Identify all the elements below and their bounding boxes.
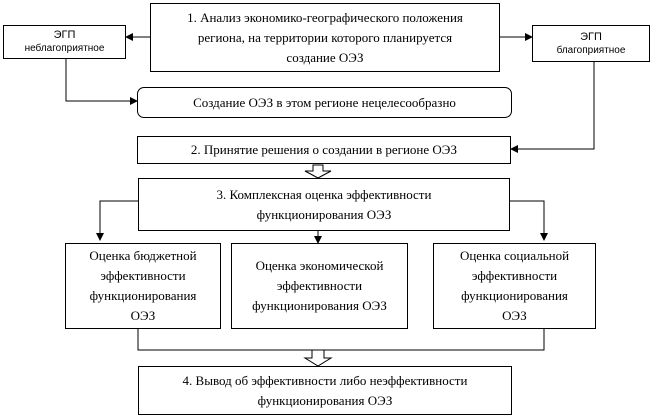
- block-arrow-step2-to-step3: [305, 165, 331, 178]
- egp-favorable-value: благоприятное: [556, 44, 626, 56]
- budget-efficiency-text: Оценка бюджетной эффективности функционирования ОЭЗ: [89, 248, 197, 323]
- step4-conclusion-box: [138, 366, 512, 415]
- egp-unfavorable-value: неблагоприятное: [24, 43, 105, 54]
- egp-favorable-box: [532, 25, 650, 62]
- inexpedient-box: [137, 87, 512, 118]
- arrow-to-social: [510, 201, 544, 240]
- step3-text: 3. Комплексная оценка эффективности функционирования ОЭЗ: [216, 186, 432, 222]
- step2-text: 2. Принятие решения о создании в регионе ОЭЗ: [190, 142, 458, 157]
- step2-decision-box: [137, 136, 511, 164]
- step1-analysis-box: [150, 3, 500, 72]
- egp-unfavorable-box: [3, 25, 126, 59]
- social-efficiency-text: Оценка социальной эффективности функционирования ОЭЗ: [459, 248, 570, 323]
- inexpedient-text: Создание ОЭЗ в этом регионе нецелесообразно: [193, 94, 456, 110]
- arrow-to-inexpedient: [66, 58, 137, 101]
- step1-text: 1. Анализ экономико-географического положения региона, на территории которого планируется создание ОЭЗ: [187, 9, 463, 65]
- arrow-to-budget: [100, 201, 138, 240]
- block-arrow-to-step4: [305, 350, 331, 366]
- economic-efficiency-text: Оценка экономической эффективности функционирования ОЭЗ: [252, 258, 387, 313]
- social-efficiency-box: [433, 243, 596, 329]
- budget-efficiency-box: [65, 243, 221, 329]
- egp-unfavorable-label: ЭГП: [53, 29, 76, 41]
- collector-line: [138, 328, 544, 350]
- arrow-to-step2: [511, 61, 594, 149]
- step3-complex-assessment-box: [138, 178, 510, 231]
- economic-efficiency-box: [231, 243, 408, 329]
- egp-favorable-label: ЭГП: [580, 30, 602, 43]
- step4-text: 4. Вывод об эффективности либо неэффективности функционирования ОЭЗ: [182, 372, 468, 408]
